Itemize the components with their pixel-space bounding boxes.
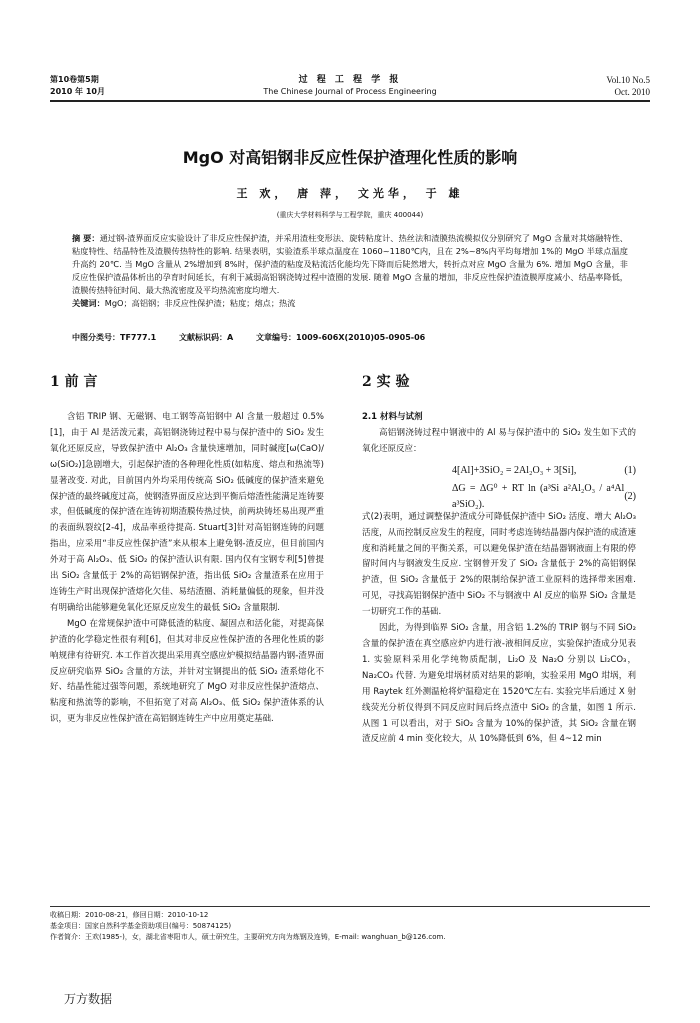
volume-en: Vol.10 No.5 Oct. 2010 — [606, 75, 650, 97]
footnote — [50, 910, 446, 943]
right-column — [362, 372, 636, 748]
keywords: MgO；高铝钢；非反应性保护渣；粘度；熔点；热流 — [104, 298, 296, 308]
abstract — [72, 232, 628, 310]
equation-1 — [362, 458, 636, 484]
document-code: 文献标识码：A — [179, 333, 234, 342]
left-column — [50, 372, 324, 728]
intro-paragraph-1: 含铝 TRIP 钢、无磁钢、电工钢等高铝钢中 Al 含量一般超过 0.5%[1]，由于 Al 是活泼元素，高铝钢浇铸过程中易与保护渣中的 SiO₂ 发生氧化还原反应，导致保护渣中 Al₂O₃ 含量快速增加，同时碱度[ω(CaO)/ω(SiO₂)]急剧增大，引起保护渣的各种理化性质(如粘度、熔点和热流等)显著改变. 对此，目前国内外均采用传统高 SiO₂ 低碱度的保护渣来避免保护渣的最终碱度过高，使钢渣界面反应达到平衡后熔渣性能满足连铸要求，但低碱度的保护渣在连铸初期渣膜传热过快，前两块铸坯易出现严重的表面纵裂纹[2-4]，成品率亟待提高. Stuart[3]针对高铝钢连铸的问题指出，应采用“非反应性保护渣”来从根本上避免钢-渣反应，但目前国内外对于高 Al₂O₃、低 SiO₂ 的保护渣认识有限. 国内仅有宝钢专利[5]曾提出 SiO₂ 含量低于 2%的高铝钢保护渣，指出低 SiO₂ 含量渣系在应用于连铸生产时出现保护渣熔化欠佳、易结渣圈、消耗量偏低的现象，但并没有明确给出能够避免氧化还原反应发生的最低 SiO₂ 含量限制. — [50, 412, 324, 613]
equation-1-body: 4[Al]+3SiO₂ = 2Al₂O₃ + 3[Si], — [452, 464, 577, 476]
watermark: 万方数据 — [64, 992, 113, 1006]
received-date: 收稿日期：2010-08-21，修回日期：2010-10-12 — [50, 911, 209, 919]
abstract-label: 摘 要： — [72, 233, 100, 243]
header-rule — [50, 100, 650, 102]
authors: 王 欢， 唐 萍， 文光华， 于 雄 — [236, 187, 464, 200]
section-heading-intro: 1 前 言 — [50, 374, 98, 390]
affiliation: (重庆大学材料科学与工程学院，重庆 400044) — [276, 211, 424, 219]
classification-line — [72, 332, 628, 343]
equation-2-number: (2) — [624, 490, 636, 502]
section-heading-experiment: 2 实 验 — [362, 374, 410, 390]
equation-2 — [362, 484, 636, 510]
equation-1-number: (1) — [624, 464, 636, 476]
paper-title: MgO 对高铝钢非反应性保护渣理化性质的影响 — [182, 148, 518, 167]
subsection-heading: 2.1 材料与试剂 — [362, 412, 423, 422]
experiment-paragraph-2: 式(2)表明，通过调整保护渣成分可降低保护渣中 SiO₂ 活度、增大 Al₂O₃ 活度，从而控制反应发生的程度，同时考虑连铸结晶器内保护渣的成渣速度和消耗量之间的平衡关系，可以避免保护渣在结晶器钢液面上有限的停留时间内与钢液发生反应. 宝钢曾开发了 SiO₂ 含量低于 2%的高铝钢保护渣，但 SiO₂ 含量低于 2%的限制给保护渣工业原料的选择带来困难. 可见，寻找高铝钢保护渣中 SiO₂ 不与钢液中 Al 反应的临界 SiO₂ 含量是一切研究工作的基础. — [362, 511, 636, 618]
journal-name: 过 程 工 程 学 报 The Chinese Journal of Process Engineering — [263, 75, 437, 96]
author-bio: 作者简介：王欢(1985-)，女，湖北省枣阳市人，硕士研究生，主要研究方向为炼钢及连铸，E-mail: wanghuan_b@126.com. — [50, 933, 446, 941]
equation-2-body: ΔG = ΔG⁰ + RT ln (a³Si a²Al₂O₃ / a⁴Al a³SiO₂). — [452, 482, 625, 510]
experiment-paragraph-1: 高铝钢浇铸过程中钢液中的 Al 易与保护渣中的 SiO₂ 发生如下式的氧化还原反应： — [362, 427, 636, 454]
clc-number: 中图分类号：TF777.1 — [72, 333, 157, 342]
fund-info: 基金项目：国家自然科学基金资助项目(编号：50874125) — [50, 922, 232, 930]
keywords-label: 关键词： — [72, 298, 105, 308]
abstract-text: 通过钢-渣界面反应实验设计了非反应性保护渣，并采用渣柱变形法、旋转粘度计、热丝法和渣膜热流模拟仪分别研究了 MgO 含量对其熔融特性、粘度特性、结晶特性及渣膜传热特性的影响. 结果表明，实验渣系半球点温度在 1060~1180℃内，且在 2%~8%内平均每增加 1%的 MgO 半球点温度升高约 20℃. 当 MgO 含量从 2%增加到 8%时，保护渣的粘度及粘流活化能均先下降而后陡然增大，转折点对应 MgO 含量为 6%. 增加 MgO 含量，非反应性保护渣晶体析出的孕育时间延长，有利于减弱高铝钢浇铸过程中渣圈的发展. 随着 MgO 含量的增加，非反应性保护渣渣膜厚度减小、结晶率降低，渣膜传热特征时间、最大热流密度及平均热流密度均增大. — [72, 233, 628, 295]
article-number: 文章编号：1009-606X(2010)05-0905-06 — [256, 333, 426, 342]
volume-cn: 第10卷第5期 2010 年 10月 — [50, 75, 105, 96]
experiment-paragraph-3: 因此，为得到临界 SiO₂ 含量，用含铝 1.2%的 TRIP 钢与不同 SiO₂ 含量的保护渣在真空感应炉内进行液-液相间反应，实验保护渣成分见表 1. 实验原料采用化学纯物质配制，Li₂O 及 Na₂O 分别以 Li₂CO₃，Na₂CO₃ 代替. 为避免坩埚材质对结果的影响，实验采用 MgO 坩埚，利用 Raytek 红外测温枪将炉温稳定在 1520℃左右. 实验完毕后通过 X 射线荧光分析仪得到不同反应时间后终点渣中 SiO₂ 的含量，如图 1 所示. 从图 1 可以看出，对于 SiO₂ 含量为 10%的保护渣，其 SiO₂ 含量在钢渣反应前 4 min 变化较大，从 10%降低到 6%，但 4~12 min — [362, 623, 636, 745]
intro-paragraph-2: MgO 在常规保护渣中可降低渣的粘度、凝固点和活化能，对提高保护渣的化学稳定性很有利[6]，但其对非反应性保护渣的各理化性质的影响规律有待研究. 本工作首次提出采用真空感应炉模拟结晶器内钢-渣界面反应研究临界 SiO₂ 含量的方法，并针对宝钢提出的低 SiO₂ 渣系熔化不好、结晶性能过强等问题，系统地研究了 MgO 对非反应性保护渣熔点、粘度和热流等的影响，不但拓宽了对高 Al₂O₃、低 SiO₂ 保护渣体系的认识，更为非反应性保护渣在高铝钢连铸生产中应用奠定基础. — [50, 618, 324, 725]
footnote-rule — [50, 906, 650, 907]
